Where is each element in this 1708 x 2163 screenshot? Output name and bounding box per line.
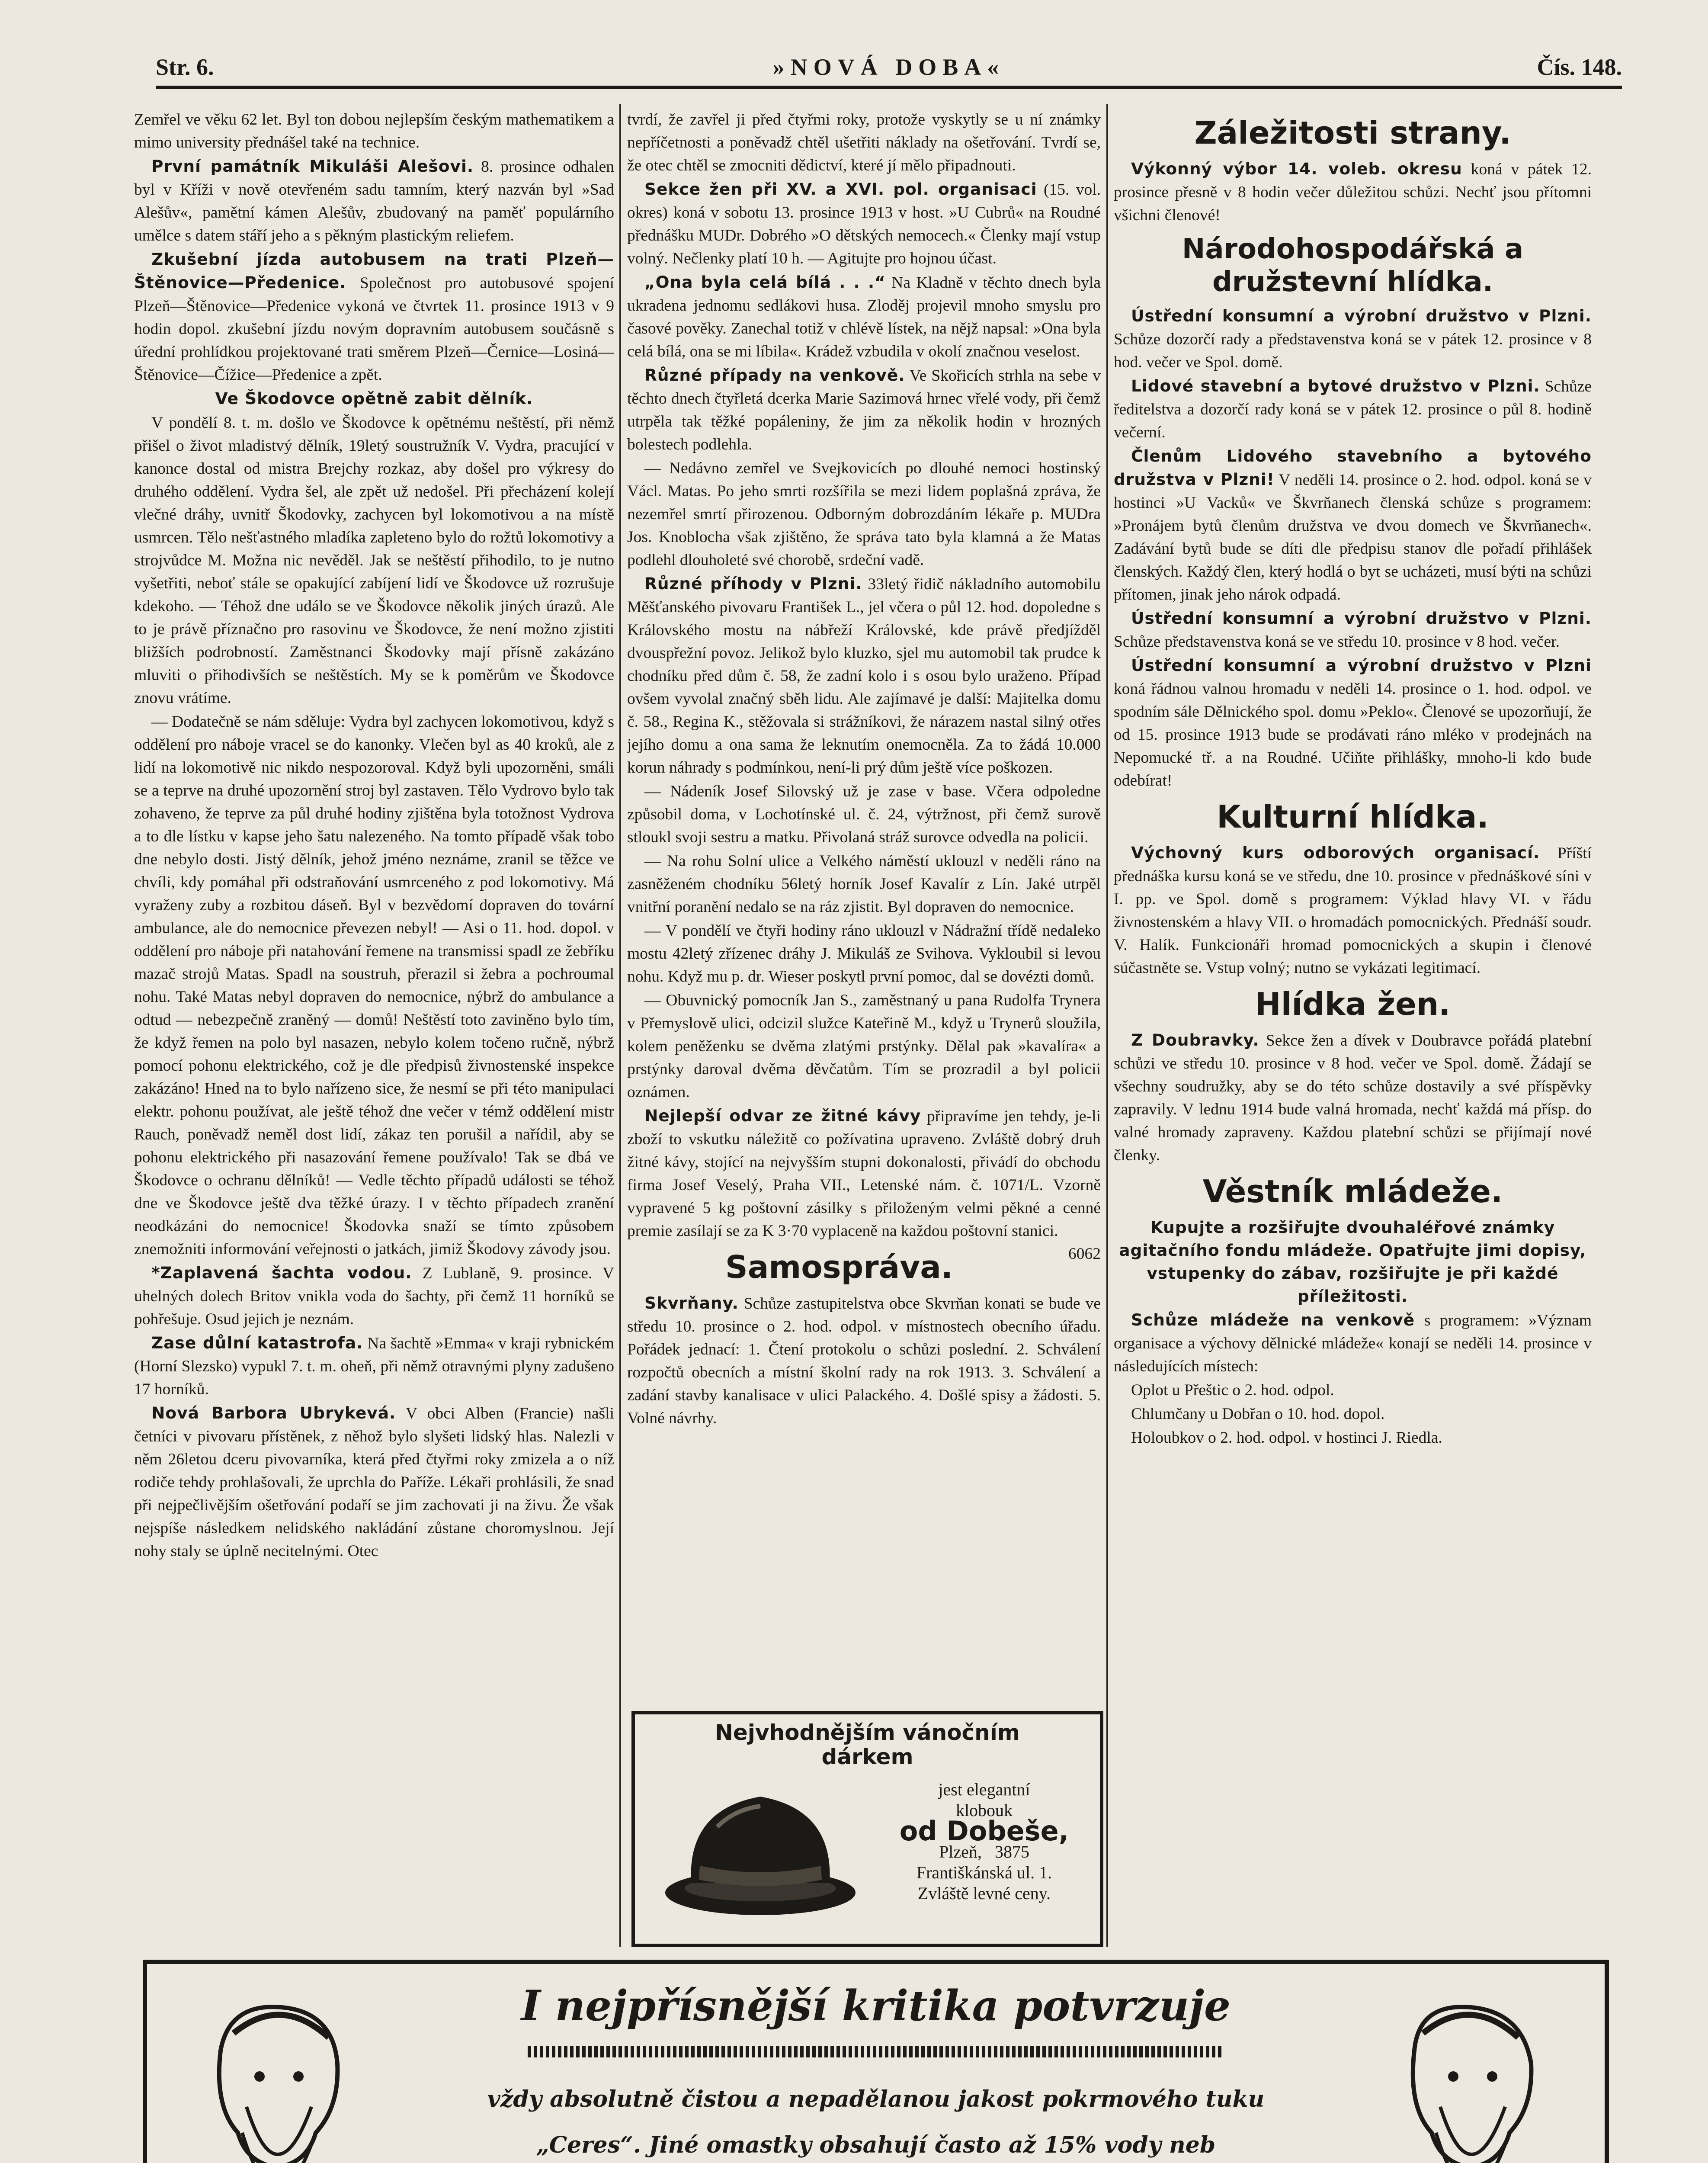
article-paragraph: Nejlepší odvar ze žitné kávy připravíme jen tehdy, je-li zboží to vskutku náležitě co požívatina upraveno. Zvláště dobrý druh žitné kávy, stojící na nejvyšším stupni dokonalosti, přivádí do obchodu firma Josef Veselý, Praha VII., Letenské nám. č. 1071/L. Vzorně vypravené 5 kg poštovní zásilky s přiloženým velmi pěkné a cenné premie zasílají se za K 3·70 vyplaceně na každou poštovní stanici. 6062 — [627, 1104, 1101, 1242]
article-paragraph: Různé případy na venkově. Ve Skořicích strhla na sebe v těchto dnech čtyřletá dcerka Marie Sazimová hrnec vřelé vody, při čemž utrpěla tak těžké popáleniny, že jim za několik hodin v hrozných bolestech podlehla. — [627, 366, 1101, 453]
article-paragraph: Ústřední konsumní a výrobní družstvo v Plzni koná řádnou valnou hromadu v neděli 14. prosince o 1. hod. odpol. ve spodním sále Dělnického spol. domu »Peklo«. Členové se upozorňují, že od 15. prosince 1913 bude se prodávati ráno mléko v prodejnách na Nepomucké tř. a na Roudné. Učiňte přihlášky, mnoho-li kdo bude odebírat! — [1114, 656, 1592, 789]
article-paragraph: Různé příhody v Plzni. 33letý řidič nákladního automobilu Měšťanského pivovaru František L., jel včera o půl 12. hod. dopoledne s Královského mostu na nábřeží Královské, kde právě předjížděl dvouspřežní povoz. Jelikož bylo kluzko, sjel mu automobil tak prudce k chodníku před dům č. 58, že zadní kolo i s osou bylo uraženo. Případ ovšem vyvolal značný sběh lidu. Ale zajímavé je další: Majitelka domu č. 58., Regina K., stěžovala si strážníkovi, že nárazem nastal silný otřes jejího domu a ona sama že leknutím onemocněla. Za to žádá 10.000 korun náhrady s podmínkou, není-li prý dům ještě více poškozen. — [627, 574, 1101, 777]
ad-body: jest elegantní klobouk od Dobeše, Plzeň, 3875 Františkánská ul. 1. Zvláště levné ceny. — [877, 1779, 1091, 1904]
article-heading: Ústřední konsumní a výrobní družstvo v Plzni — [1131, 656, 1592, 675]
article-heading: Nejlepší odvar ze žitné kávy — [644, 1106, 921, 1125]
article-heading: Výchovný kurs odborových organisací. — [1131, 843, 1540, 862]
list-item: Holoubkov o 2. hod. odpol. v hostinci J. Riedla. — [1131, 1429, 1442, 1447]
ad-code: 6062 — [1068, 1245, 1101, 1263]
article-paragraph: — V pondělí ve čtyři hodiny ráno uklouzl v Nádražní třídě nedaleko mostu 42letý zřízenec dráhy J. Mikuláš ze Svihova. Vykloubil si levou nohu. Když mu p. dr. Wieser poskytl první pomoc, dal se dovézti domů. — [627, 922, 1101, 985]
article-paragraph: — Na rohu Solní ulice a Velkého náměstí uklouzl v neděli ráno na zasněženém chodníku 56letý horník Josef Kavalír z Lín. Jaké utrpěl vnitřní poranění nedalo se na ráz zjistit. Byl dopraven do nemocnice. — [627, 852, 1101, 916]
article-heading: Z Doubravky. — [1131, 1030, 1259, 1049]
column-3 — [1114, 108, 1592, 2141]
article-paragraph: — Nádeník Josef Silovský už je zase v base. Včera odpoledne způsobil doma, v Lochotínské ul. č. 24, výtržnost, při čemž surově stloukl svoji sestru a matku. Přivolaná stráž surovce odvedla na policii. — [627, 783, 1101, 846]
article-paragraph: „Ona byla celá bílá . . .“ Na Kladně v těchto dnech byla ukradena jednomu sedlákovi husa. Zloděj projevil mnoho smyslu pro časové pověky. Zanechal totiž v chlévě lístek, na nějž napsal: »Ona byla celá bílá, ona se mi líbila«. Krádež vzbudila v okolí značnou veselost. — [627, 273, 1101, 360]
list-item: Chlumčany u Dobřan o 10. hod. dopol. — [1131, 1405, 1385, 1423]
article-paragraph: Výkonný výbor 14. voleb. okresu koná v pátek 12. prosince přesně v 8 hodin večer důležitou schůzi. Nechť jsou přítomni všichni členové! — [1114, 159, 1592, 224]
article-heading: Nová Barbora Ubrykevá. — [151, 1403, 396, 1422]
article-paragraph: *Zaplavená šachta vodou. Z Lublaně, 9. prosince. V uhelných dolech Britov vnikla voda do šachty, při čemž 11 horníků se pohřešuje. Osud jejich je neznám. — [134, 1263, 614, 1328]
article-paragraph: — Obuvnický pomocník Jan S., zaměstnaný u pana Rudolfa Trynera v Přemyslově ulici, odcizil služce Kateřině M., když u Trynerů sloužila, kolem peněženku se dvěma zlatými prstýnky. Dělal pak »kavalíra« a prstýnky daroval dvěma děvčatům. Tím se prozradil a byl policii oznámen. — [627, 992, 1101, 1101]
article-heading: Lidové stavební a bytové družstvo v Plzni. — [1131, 376, 1540, 395]
masthead-title: »NOVÁ DOBA« — [772, 54, 1005, 80]
ad-brand: od Dobeše, — [899, 1815, 1069, 1847]
ad-body: vždy absolutně čistou a nepadělanou jakost pokrmového tuku „Ceres“. Jiné omastky obsahují často až 15% vody neb — [487, 2086, 1265, 2158]
ceres-advertisement — [143, 1960, 1609, 2163]
article-heading: Výkonný výbor 14. voleb. okresu — [1131, 159, 1462, 178]
article-paragraph: V pondělí 8. t. m. došlo ve Škodovce k opětnému neštěstí, při němž přišel o život mladistvý dělník, 19letý soustružník V. Vydra, pracující v kanonce dostal od mistra Brejchy rozkaz, aby došel pro výkresy do druhého oddělení. Vydra šel, ale zpět už nedošel. Při přecházení kolejí vlečné dráhy, uvnitř Škodovky, zachycen byl lokomotivou a na místě usmrcen. Tělo nešťastného mladíka zapleteno bylo do rožtů lokomotivy a strojvůdce M. Možna nic nevěděl. Jak se neštěstí přihodilo, to je nutno vyšetřiti, neboť stále se opakující zabíjení lidí ve Škodovce už rozrušuje kdekoho. — Téhož dne událo se ve Škodovce několik jiných úrazů. Ale to je právě příznačno pro rasovinu ve Škodovce, že není možno zjistiti bližších podrobností. Zaměstnanci Škodovky mají přísně zakázáno mluviti o přihodivších se neštěstích. My se k poměrům ve Škodovce znovu vrátíme. — [134, 414, 614, 707]
section-heading: Hlídka žen. — [1255, 986, 1451, 1022]
article-paragraph: — Dodatečně se nám sděluje: Vydra byl zachycen lokomotivou, když s oddělení pro náboje vracel se do kanonky. Vlečen byl as 40 kroků, ale z lidí na lokomotivě nic nikdo nespozoroval. Když byli upozorněni, smáli se a teprve na druhé upozornění stroj byl zastaven. Tělo Vydrovo bylo tak zohaveno, že teprve za půl druhé hodiny zjištěna byla totožnost Vydrova a to dle lístku v kapse jeho šatu nalezeného. Na tomto případě však tobo dne nebylo dosti. Jistý dělník, jehož jméno neznáme, zranil se těžce ve chvíli, kdy pomáhal při odstraňování usmrceného z pod lokomotivy. Má vyraženy zuby a rozbitou dáseň. Byl v bezvědomí dopraven do tovární ambulance, ale do nemocnice převezen nebyl! — Asi o 11. hod. dopol. v oddělení pro náboje při natahování řemene na transmissi spadl ze žebříku mazač strojů Matas. Spadl na soustruh, přerazil si žebra a pochroumal nohu. Také Matas nebyl dopraven do nemocnice, nýbrž do ambulance a odtud — nebezpečně zraněný — domů! Neštěstí toto zaviněno bylo tím, že když řemen na polo byl nasazen, nebylo kolem točeno ručně, nýbrž pomocí pohonu elektrického, což je dle předpisů živnostenské inspekce zakázáno! Hned na to bylo nařízeno sice, že nesmí se při této manipulaci elektr. pohonu používat, ale ještě téhož dne večer v témž oddělení mistr Rauch, poněvadž neměl dost lidí, zákaz ten porušil a nařídil, aby se pohonu elektrického při nasazování řemene používalo! Tak se dbá ve Škodovce o ochranu dělníků! — Vedle těchto případů události se téhož dne ve Škodovce ještě dva těžké úrazy. I v těchto případech zranění neodkázáni do nemocnice! Škodovka snaží se tímto způsobem znemožniti informování veřejnosti o jatkách, jimiž Škodovy závody jsou. — [134, 713, 614, 1258]
article-heading: Zase důlní katastrofa. — [151, 1333, 363, 1352]
article-heading: Skvrňany. — [644, 1293, 739, 1313]
issue-number: Čís. 148. — [1537, 54, 1622, 80]
page-number: Str. 6. — [156, 54, 214, 80]
article-heading: Sekce žen při XV. a XVI. pol. organisaci — [644, 180, 1037, 199]
column-divider — [619, 104, 621, 1947]
ad-title: I nejpřísnější kritika potvrzuje — [521, 1981, 1231, 2030]
article-heading: *Zaplavená šachta vodou. — [151, 1263, 412, 1282]
article-paragraph: Nová Barbora Ubrykevá. V obci Alben (Francie) našli četníci v pivovaru přístěnek, z něhož bylo slyšeti lidský hlas. Nalezli v něm 26letou dceru pivovarníka, která před čtyřmi roky zmizela a o níž rodiče tehdy prohlašovali, že uprchla do Paříže. Lékaři prohlásili, že snad při nejpečlivějším ošetřování podaří se jim zachovati ji na živu. Že však nejspíše následkem nelidského nakládání zůstane choromyslnou. Její nohy staly se úplně necitelnými. Otec — [134, 1403, 614, 1560]
article-paragraph: tvrdí, že zavřel ji před čtyřmi roky, protože vyskytly se u ní známky nepříčetnosti a poněvadž chtěl ušetřiti náklady na ošetřování. Tvrdí se, že otec chtěl se zmocniti dědictví, které jí mělo připadnouti. — [627, 111, 1101, 174]
article-paragraph: Schůze mládeže na venkově s programem: »Význam organisace a výchovy dělnické mládeže« konají se neděli 14. prosince v následujících místech: — [1114, 1310, 1592, 1375]
article-paragraph: První památník Mikuláši Alešovi. 8. prosince odhalen byl v Kříži v nově otevřeném sadu tamním, který nazván byl »Sad Alešův«, pamětní kámen Alešův, zbudovaný na paměť populárního umělce s datem stáří jeho a s pěkným plastickým reliefem. — [134, 157, 614, 244]
decorative-rule — [528, 2046, 1224, 2057]
youth-call: Kupujte a rozšiřujte dvouhaléřové známky agitačního fondu mládeže. Opatřujte jimi dopisy, vstupenky do zábav, rozšiřujte je při každé příležitosti. — [1119, 1218, 1586, 1306]
section-heading: Záležitosti strany. — [1194, 115, 1511, 151]
article-heading: Ústřední konsumní a výrobní družstvo v Plzni. — [1131, 306, 1592, 325]
article-paragraph: Skvrňany. Schůze zastupitelstva obce Skvrňan konati se bude ve středu 10. prosince o 2. hod. odpol. v místnostech obecního úřadu. Pořádek jednací: 1. Čtení protokolu o schůzi poslední. 2. Schválení rozpočtů obecních a místní školní rady na rok 1913. 3. Schválení a zadání stavby kanalisace v ulici Palackého. 4. Došlé spisy a žádosti. 5. Volné návrhy. — [627, 1293, 1101, 1427]
page-header — [156, 51, 1622, 89]
article-paragraph: Z Doubravky. Sekce žen a dívek v Doubravce pořádá platební schůzi ve středu 10. prosince v 8 hod. večer ve Spol. domě. Žádají se všechny soudružky, aby se do této schůze dostavily a své příspěvky zapravily. V lednu 1914 bude valná hromada, nechť každá má přísp. do valné hromady zapraveny. Každou platební schůzi se přijímají nové členky. — [1114, 1030, 1592, 1164]
article-paragraph: Výchovný kurs odborových organisací. Příští přednáška kursu koná se ve středu, dne 10. prosince v přednáškové síni v I. pp. ve Spol. domě s programem: Výklad hlavy VI. v řádu živnostenském a hlavy VII. o hromadách pomocnických. Přednáší soudr. V. Halík. Funkcionáři hromad pomocnických a skupin i členové súčastněte se. Vstup volný; nutno se vykázati legitimací. — [1114, 843, 1592, 977]
article-heading: Zkušební jízda autobusem na trati Plzeň—Štěnovice—Předenice. — [134, 250, 614, 292]
portrait-illustration-right — [1358, 1977, 1583, 2163]
section-heading: Samospráva. — [725, 1249, 953, 1285]
bowler-hat-icon — [661, 1779, 860, 1922]
column-1 — [134, 108, 614, 2141]
section-heading: Národohospodářská a družstevní hlídka. — [1182, 233, 1524, 298]
article-heading: „Ona byla celá bílá . . .“ — [644, 273, 886, 292]
article-heading: Různé případy na venkově. — [644, 366, 905, 385]
hat-advertisement — [631, 1711, 1103, 1947]
section-heading: Kulturní hlídka. — [1217, 799, 1489, 835]
article-heading: Ústřední konsumní a výrobní družstvo v Plzni. — [1131, 609, 1592, 628]
ad-title: Nejvhodnějším vánočním dárkem — [715, 1720, 1020, 1769]
article-paragraph: Ústřední konsumní a výrobní družstvo v Plzni. Schůze představenstva koná se ve středu 10. prosince v 8 hod. večer. — [1114, 609, 1592, 651]
article-heading: Členům Lidového stavebního a bytového družstva v Plzni! — [1114, 446, 1592, 489]
article-paragraph: Zemřel ve věku 62 let. Byl ton dobou nejlepším českým mathematikem a mimo university přednášel také na technice. — [134, 111, 614, 151]
article-paragraph: Členům Lidového stavebního a bytového družstva v Plzni! V neděli 14. prosince o 2. hod. odpol. koná se v hostinci »U Vacků« ve Škvrňanech členská schůze s programem: »Pronájem bytů členům družstva ve dvou domech ve Škvrňanech«. Zadávání bytů bude se díti dle předpisu stanov dle pořadí přihlášek členských. Každý člen, který hodlá o byt se ucházeti, musí býti na schůzi přítomen, jinak jeho nárok odpadá. — [1114, 446, 1592, 603]
portrait-illustration-left — [169, 1977, 394, 2163]
column-2 — [627, 108, 1101, 1592]
article-paragraph: — Nedávno zemřel ve Svejkovicích po dlouhé nemoci hostinský Václ. Matas. Po jeho smrti rozšířila se mezi lidem poplašná zpráva, že nezemřel smrtí přirozenou. Odborným dobrozdáním lékaře p. MUDra Jos. Knoblocha však zjištěno, že správa tato byla klamná a že Matas podlehl dlouholeté své chorobě, srdeční vadě. — [627, 459, 1101, 569]
article-heading: První památník Mikuláši Alešovi. — [151, 157, 474, 176]
article-heading: Ve Škodovce opětně zabit dělník. — [215, 389, 533, 408]
column-divider — [1106, 104, 1108, 1947]
article-paragraph: Zase důlní katastrofa. Na šachtě »Emma« v kraji rybnickém (Horní Slezsko) vypukl 7. t. m. oheň, při němž otravnými plyny zadušeno 17 horníků. — [134, 1333, 614, 1398]
list-item: Oplot u Přeštic o 2. hod. odpol. — [1131, 1381, 1334, 1399]
article-paragraph: Lidové stavební a bytové družstvo v Plzni. Schůze ředitelstva a dozorčí rady koná se v pátek 12. prosince o půl 8. hodině večerní. — [1114, 376, 1592, 441]
article-paragraph: Sekce žen při XV. a XVI. pol. organisaci (15. vol. okres) koná v sobotu 13. prosince 1913 v host. »U Cubrů« na Roudné přednášku MUDr. Dobrého »O dětských nemocech.« Členky mají vstup volný. Nečlenky platí 10 h. — Agitujte pro hojnou účast. — [627, 180, 1101, 267]
article-heading: Schůze mládeže na venkově — [1131, 1310, 1415, 1329]
article-paragraph: Zkušební jízda autobusem na trati Plzeň—Štěnovice—Předenice. Společnost pro autobusové spojení Plzeň—Štěnovice—Předenice vykoná ve čtvrtek 11. prosince 1913 v 9 hodin dopol. zkušební jízdu novým dopravním autobusem součásně s úřední prohlídkou projektované trati směrem Plzeň—Černice—Losiná—Štěnovice—Čížice—Předenice a zpět. — [134, 250, 614, 384]
article-paragraph: Ústřední konsumní a výrobní družstvo v Plzni. Schůze dozorčí rady a představenstva koná se v pátek 12. prosince v 8 hod. večer ve Spol. domě. — [1114, 306, 1592, 371]
article-heading: Různé příhody v Plzni. — [644, 574, 862, 593]
section-heading: Věstník mládeže. — [1202, 1173, 1503, 1210]
